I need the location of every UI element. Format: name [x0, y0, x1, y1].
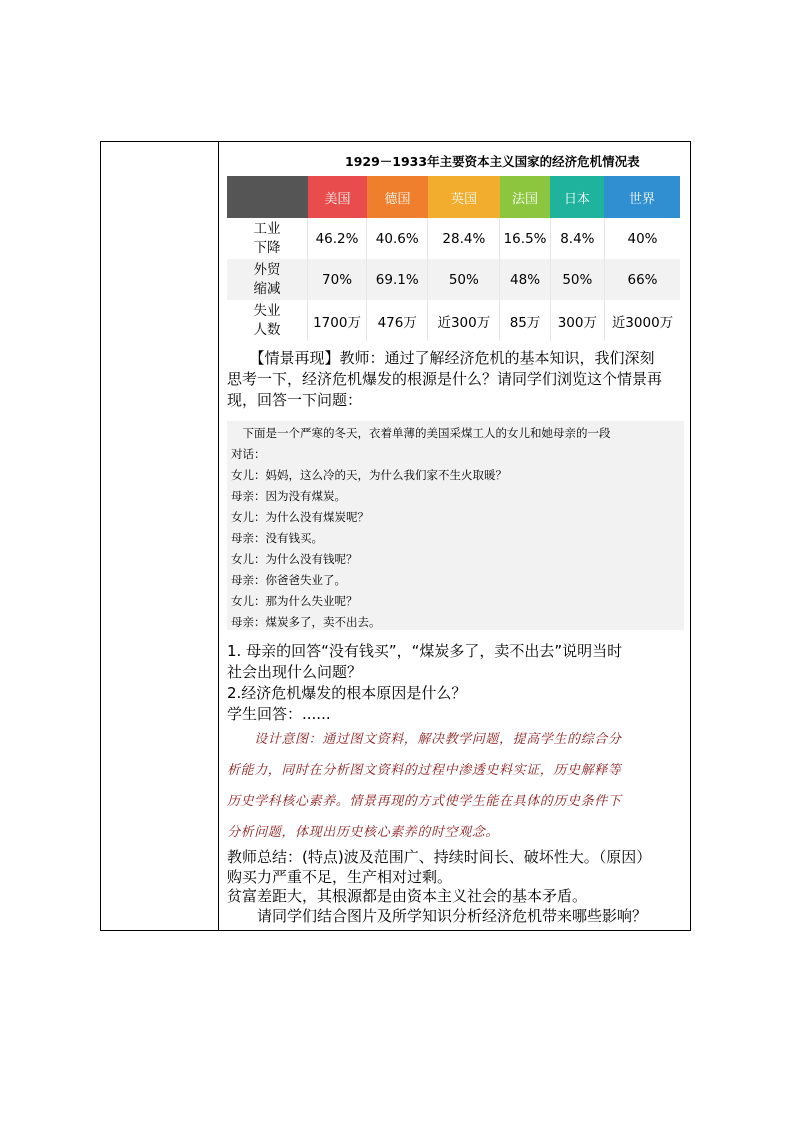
table-cell: 69.1% [367, 259, 428, 300]
table-cell: 40.6% [367, 218, 428, 259]
student-answer: 学生回答：...... [227, 705, 331, 723]
table-cell: 近300万 [428, 300, 500, 341]
table-cell: 16.5% [500, 218, 550, 259]
header-corner [227, 176, 308, 218]
summary-line: 教师总结：(特点)波及范围广、持续时间长、破坏性大。（原因） [227, 848, 652, 866]
row-label-line: 下降 [253, 239, 281, 256]
dialog-line: 母亲：没有钱买。 [231, 531, 323, 545]
table-row [227, 300, 680, 341]
dialog-line: 母亲：因为没有煤炭。 [231, 489, 346, 503]
dialog-line: 母亲：你爸爸失业了。 [231, 573, 346, 587]
header-world: 世界 [604, 176, 680, 218]
table-row [227, 218, 680, 259]
table-cell: 50% [428, 259, 500, 300]
dialog-line: 女儿：为什么没有钱呢？ [231, 552, 358, 566]
table-cell: 28.4% [428, 218, 500, 259]
header-japan: 日本 [550, 176, 604, 218]
table-cell: 300万 [551, 300, 605, 341]
header-france: 法国 [500, 176, 550, 218]
summary-line: 请同学们结合图片及所学知识分析经济危机带来哪些影响？ [227, 906, 648, 925]
dialog-line: 女儿：为什么没有煤炭呢？ [231, 510, 369, 524]
header-usa: 美国 [308, 176, 367, 218]
scene-paragraph [227, 348, 687, 411]
question-1-line: 1. 母亲的回答“没有钱买”，“煤炭多了，卖不出去”说明当时 [227, 642, 623, 660]
header-uk: 英国 [428, 176, 500, 218]
table-cell: 46.2% [308, 218, 367, 259]
row-label [227, 300, 308, 341]
question-1-line: 社会出现什么问题？ [227, 663, 363, 681]
questions-block [227, 641, 687, 725]
table-cell: 近3000万 [611, 314, 674, 331]
intent-line: 分析问题，体现出历史核心素养的时空观念。 [227, 825, 500, 840]
table-cell: 70% [308, 259, 367, 300]
table-cell: 66% [627, 271, 658, 288]
design-intent [227, 724, 689, 848]
lesson-table [100, 141, 691, 931]
dialog-box [227, 421, 684, 630]
intent-line: 设计意图：通过图文资料，解决教学问题，提高学生的综合分 [227, 732, 622, 747]
row-label-line: 外贸 [253, 261, 281, 278]
question-2: 2.经济危机爆发的根本原因是什么？ [227, 684, 467, 702]
header-germany: 德国 [367, 176, 428, 218]
intent-line: 析能力，同时在分析图文资料的过程中渗透史料实证，历史解释等 [227, 763, 622, 778]
intent-line: 历史学科核心素养。情景再现的方式使学生能在具体的历史条件下 [227, 794, 622, 809]
row-label-line: 缩减 [253, 280, 281, 297]
text-line: 思考一下，经济危机爆发的根源是什么？请同学们浏览这个情景再 [227, 370, 663, 388]
table-cell: 1700万 [308, 300, 367, 341]
text-line: 【情景再现】教师：通过了解经济危机的基本知识，我们深刻 [227, 349, 655, 367]
row-label-line: 工业 [253, 220, 281, 237]
crisis-table [227, 176, 680, 341]
left-column [101, 142, 219, 930]
row-label-line: 失业 [253, 302, 281, 319]
table-title: 1929－1933年主要资本主义国家的经济危机情况表 [345, 154, 640, 169]
row-label-line: 人数 [253, 321, 281, 338]
dialog-line: 对话： [231, 447, 266, 461]
dialog-line: 女儿：妈妈，这么冷的天，为什么我们家不生火取暖？ [231, 468, 507, 482]
teacher-summary [227, 848, 687, 926]
summary-line: 购买力严重不足，生产相对过剩。 [227, 867, 453, 886]
dialog-line: 女儿：那为什么失业呢？ [231, 594, 358, 608]
table-cell: 85万 [500, 300, 550, 341]
dialog-line: 下面是一个严寒的冬天，衣着单薄的美国采煤工人的女儿和她母亲的一段 [231, 426, 611, 440]
table-cell: 40% [627, 230, 658, 247]
table-cell: 50% [551, 259, 605, 300]
table-header-row [227, 176, 680, 218]
row-label [227, 218, 308, 259]
table-cell: 8.4% [551, 218, 605, 259]
table-cell: 48% [500, 259, 550, 300]
summary-line: 贫富差距大，其根源都是由资本主义社会的基本矛盾。 [227, 887, 588, 905]
dialog-line: 母亲：煤炭多了，卖不出去。 [231, 615, 381, 629]
right-column [219, 142, 690, 930]
table-cell: 476万 [367, 300, 428, 341]
text-line: 现，回答一下问题： [227, 391, 363, 409]
table-row [227, 259, 680, 300]
row-label [227, 259, 308, 300]
